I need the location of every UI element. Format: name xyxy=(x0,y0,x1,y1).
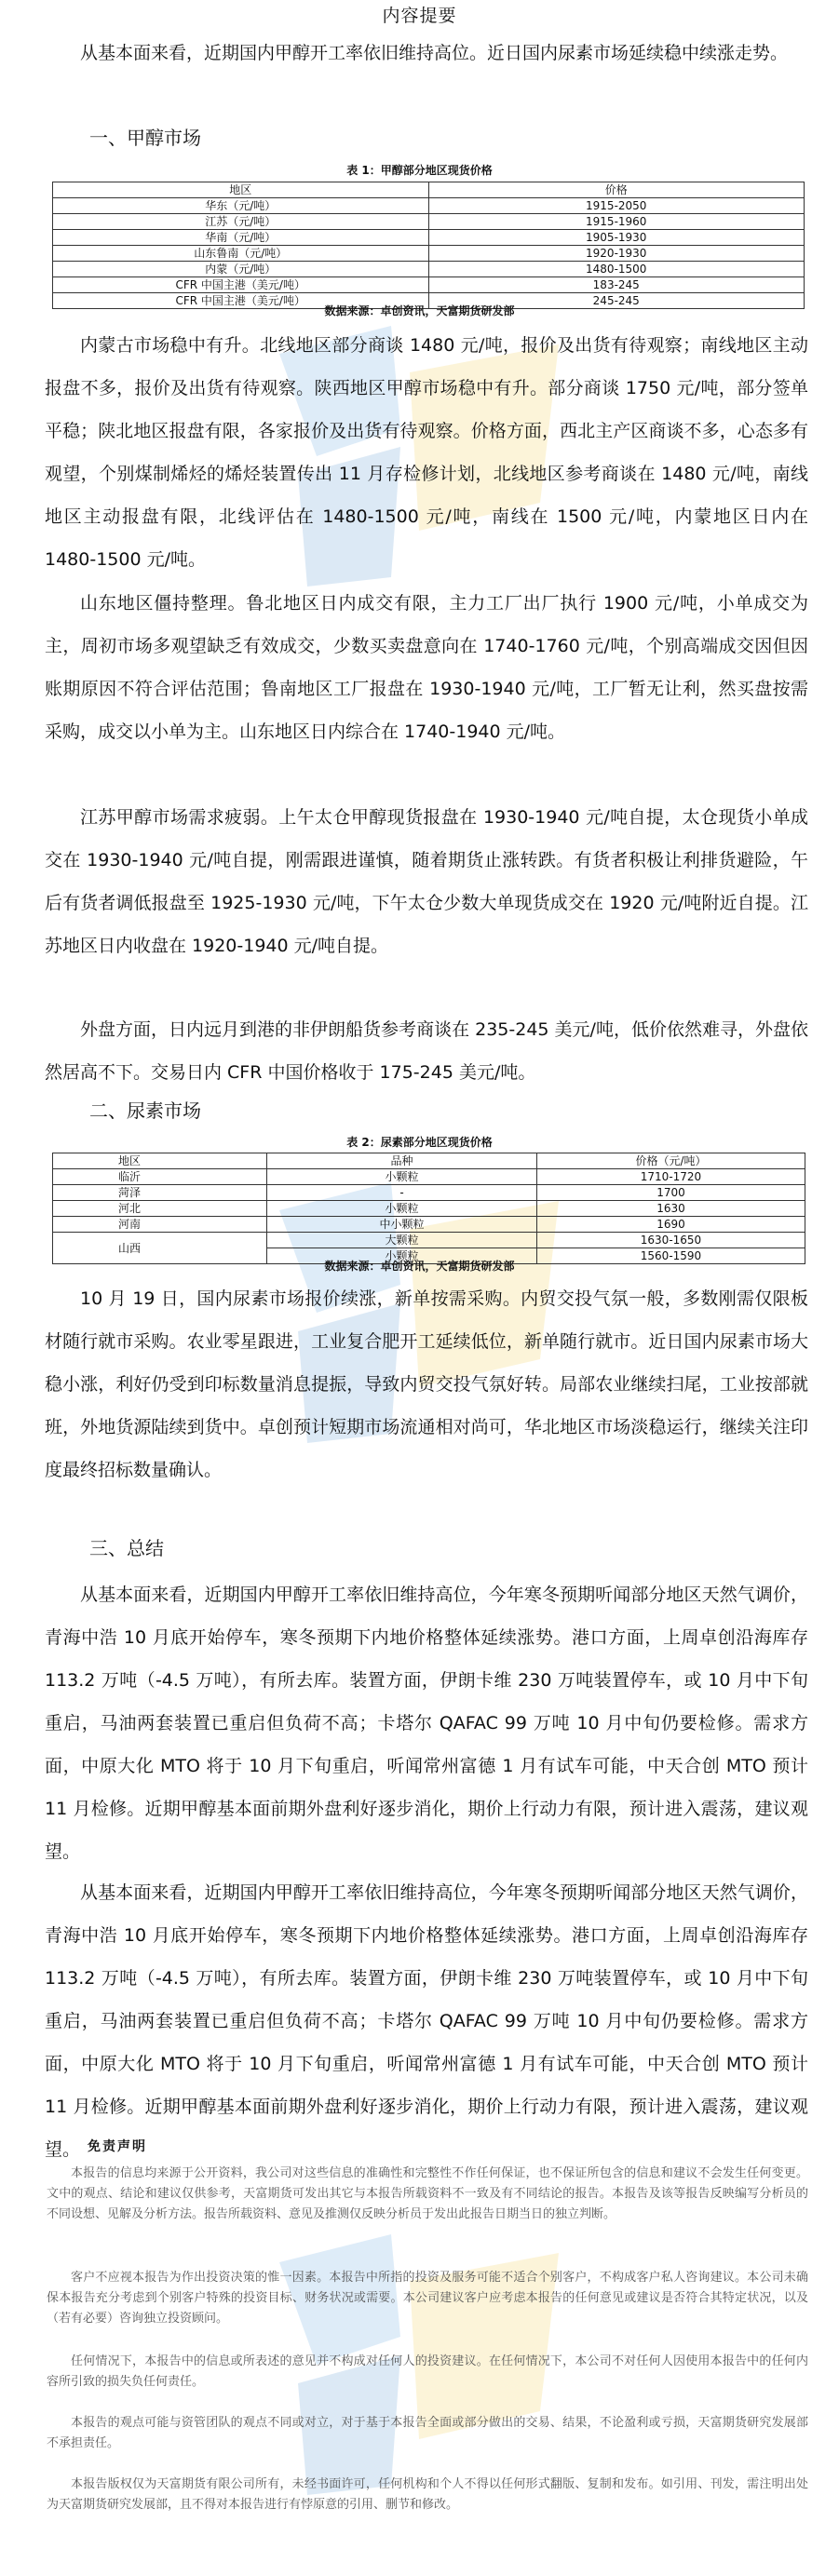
table-cell: 1700 xyxy=(537,1185,805,1201)
table-row xyxy=(53,198,805,214)
table-cell: 河北 xyxy=(53,1201,267,1217)
disclaimer-paragraph: 本报告的信息均来源于公开资料，我公司对这些信息的准确性和完整性不作任何保证，也不保证所包含的信息和建议不会发生任何变更。文中的观点、结论和建议仅供参考，天富期货可发出其它与本报告所载资料不一致及有不同结论的报告。本报告及该等报告反映编写分析员的不同设想、见解及分析方法。报告所载资料、意见及推测仅反映分析员于发出此报告日期当日的独立判断。 xyxy=(47,2166,808,2221)
methanol-paragraph-jiangsu: 江苏甲醇市场需求疲弱。上午太仓甲醇现货报盘在 1930-1940 元/吨自提，太仓现货小单成交在 1930-1940 元/吨自提，刚需跟进谨慎，随着期货止涨转跌。有货者积极让利排货避险，午后有货者调低报盘至 1925-1930 元/吨，下午太仓少数大单现货成交在 1920 元/吨附近自提。江苏地区日内收盘在 1920-1940 元/吨自提。 xyxy=(45,807,808,956)
summary-paragraph: 从基本面来看，近期国内甲醇开工率依旧维持高位。近日国内尿素市场延续稳中续涨走势。 xyxy=(80,43,789,63)
table-cell: 1920-1930 xyxy=(428,246,805,262)
table-row xyxy=(53,262,805,277)
table-cell: 245-245 xyxy=(428,293,805,309)
table-cell: 1630 xyxy=(537,1201,805,1217)
table-row xyxy=(53,230,805,246)
section-heading-summary: 三、总结 xyxy=(89,1537,164,1559)
table-header-row xyxy=(53,1153,805,1169)
table-cell: 小颗粒 xyxy=(267,1169,537,1185)
table-cell: 1905-1930 xyxy=(428,230,805,246)
table-cell: 内蒙（元/吨） xyxy=(53,262,429,277)
urea-paragraph: 10 月 19 日，国内尿素市场报价续涨，新单按需采购。内贸交投气氛一般，多数刚需仅限板材随行就市采购。农业零星跟进，工业复合肥开工延续低位，新单随行就市。近日国内尿素市场大稳小涨，利好仍受到印标数量消息提振，导致内贸交投气氛好转。局部农业继续扫尾，工业按部就班，外地货源陆续到货中。卓创预计短期市场流通相对尚可，华北地区市场淡稳运行，继续关注印度最终招标数量确认。 xyxy=(45,1288,808,1480)
table1-caption: 表 1：甲醇部分地区现货价格 xyxy=(346,164,493,177)
table-row xyxy=(53,1233,805,1248)
table-cell: CFR 中国主港（美元/吨） xyxy=(53,277,429,293)
table-cell: 临沂 xyxy=(53,1169,267,1185)
table-row xyxy=(53,214,805,230)
table-cell: 山东鲁南（元/吨） xyxy=(53,246,429,262)
methanol-price-table xyxy=(52,182,805,309)
table-cell: 1630-1650 xyxy=(537,1233,805,1248)
section-heading-urea: 二、尿素市场 xyxy=(89,1099,201,1122)
disclaimer-paragraph: 本报告的观点可能与资管团队的观点不同或对立，对于基于本报告全面或部分做出的交易、结果，不论盈利或亏损，天富期货研究发展部不承担责任。 xyxy=(47,2416,808,2450)
table-cell: 183-245 xyxy=(428,277,805,293)
table-cell: 1710-1720 xyxy=(537,1169,805,1185)
table-cell: 1690 xyxy=(537,1217,805,1233)
urea-price-table xyxy=(52,1153,805,1264)
table-header-cell: 地区 xyxy=(53,182,429,198)
table-cell: 华南（元/吨） xyxy=(53,230,429,246)
table-row xyxy=(53,277,805,293)
table-header-cell: 地区 xyxy=(53,1153,267,1169)
table-cell: 1915-2050 xyxy=(428,198,805,214)
table-cell: 1480-1500 xyxy=(428,262,805,277)
section-heading-methanol: 一、甲醇市场 xyxy=(89,127,201,149)
disclaimer-paragraph: 客户不应视本报告为作出投资决策的惟一因素。本报告中所指的投资及服务可能不适合个别客户，不构成客户私人咨询建议。本公司未确保本报告充分考虑到个别客户特殊的投资目标、财务状况或需要。本公司建议客户应考虑本报告的任何意见或建议是否符合其特定状况，以及（若有必要）咨询独立投资顾问。 xyxy=(47,2271,808,2326)
disclaimer-paragraph: 本报告版权仅为天富期货有限公司所有，未经书面许可，任何机构和个人不得以任何形式翻版、复制和发布。如引用、刊发，需注明出处为天富期货研究发展部，且不得对本报告进行有悖原意的引用、删节和修改。 xyxy=(47,2477,808,2512)
table-row xyxy=(53,1217,805,1233)
table-cell: 华东（元/吨） xyxy=(53,198,429,214)
table-header-row xyxy=(53,182,805,198)
summary-paragraph-1: 从基本面来看，近期国内甲醇开工率依旧维持高位，今年寒冬预期听闻部分地区天然气调价，青海中浩 10 月底开始停车，寒冬预期下内地价格整体延续涨势。港口方面，上周卓创沿海库存 113.2 万吨（-4.5 万吨），有所去库。装置方面，伊朗卡维 230 万吨装置停车，或 10 月中下旬重启，马油两套装置已重启但负荷不高；卡塔尔 QAFAC 99 万吨 10 月中旬仍要检修。需求方面，中原大化 MTO 将于 10 月下旬重启，听闻常州富德 1 月有试车可能，中天合创 MTO 预计 11 月检修。近期甲醇基本面前期外盘利好逐步消化，期价上行动力有限，预计进入震荡，建议观望。 xyxy=(45,1585,808,1862)
table-row xyxy=(53,246,805,262)
table-cell: 小颗粒 xyxy=(267,1248,537,1264)
summary-paragraph-2: 从基本面来看，近期国内甲醇开工率依旧维持高位，今年寒冬预期听闻部分地区天然气调价，青海中浩 10 月底开始停车，寒冬预期下内地价格整体延续涨势。港口方面，上周卓创沿海库存 113.2 万吨（-4.5 万吨），有所去库。装置方面，伊朗卡维 230 万吨装置停车，或 10 月中下旬重启，马油两套装置已重启但负荷不高；卡塔尔 QAFAC 99 万吨 10 月中旬仍要检修。需求方面，中原大化 MTO 将于 10 月下旬重启，听闻常州富德 1 月有试车可能，中天合创 MTO 预计 11 月检修。近期甲醇基本面前期外盘利好逐步消化，期价上行动力有限，预计进入震荡，建议观望。 xyxy=(45,1882,808,2160)
table1-source: 数据来源：卓创资讯，天富期货研发部 xyxy=(324,304,515,317)
table2-source: 数据来源：卓创资讯，天富期货研发部 xyxy=(324,1260,515,1273)
table-cell: 1915-1960 xyxy=(428,214,805,230)
methanol-paragraph-shandong: 山东地区僵持整理。鲁北地区日内成交有限，主力工厂出厂执行 1900 元/吨，小单成交为主，周初市场多观望缺乏有效成交，少数买卖盘意向在 1740-1760 元/吨，个别高端成交因但因账期原因不符合评估范围；鲁南地区工厂报盘在 1930-1940 元/吨，工厂暂无让利，然买盘按需采购，成交以小单为主。山东地区日内综合在 1740-1940 元/吨。 xyxy=(45,593,808,742)
disclaimer-paragraph: 任何情况下，本报告中的信息或所表述的意见并不构成对任何人的投资建议。在任何情况下，本公司不对任何人因使用本报告中的任何内容所引致的损失负任何责任。 xyxy=(47,2354,808,2389)
page-title: 内容提要 xyxy=(382,6,457,26)
table-cell: 菏泽 xyxy=(53,1185,267,1201)
table-cell: 1560-1590 xyxy=(537,1248,805,1264)
table-cell: - xyxy=(267,1185,537,1201)
table-cell: 小颗粒 xyxy=(267,1201,537,1217)
table-cell: 山西 xyxy=(53,1233,267,1264)
table-header-cell: 品种 xyxy=(267,1153,537,1169)
table-cell: 河南 xyxy=(53,1217,267,1233)
disclaimer-title: 免责声明 xyxy=(88,2139,147,2154)
table-cell: 中小颗粒 xyxy=(267,1217,537,1233)
table-cell: 江苏（元/吨） xyxy=(53,214,429,230)
table-row xyxy=(53,1201,805,1217)
methanol-paragraph-overseas: 外盘方面，日内远月到港的非伊朗船货参考商谈在 235-245 美元/吨，低价依然难寻，外盘依然居高不下。交易日内 CFR 中国价格收于 175-245 美元/吨。 xyxy=(45,1019,808,1083)
table-cell: 大颗粒 xyxy=(267,1233,537,1248)
table-row xyxy=(53,1185,805,1201)
table2-caption: 表 2：尿素部分地区现货价格 xyxy=(346,1136,493,1149)
table-row xyxy=(53,1169,805,1185)
table-cell: CFR 中国主港（美元/吨） xyxy=(53,293,429,309)
table-header-cell: 价格（元/吨） xyxy=(537,1153,805,1169)
methanol-paragraph-inner-mongolia: 内蒙古市场稳中有升。北线地区部分商谈 1480 元/吨，报价及出货有待观察；南线地区主动报盘不多，报价及出货有待观察。陕西地区甲醇市场稳中有升。部分商谈 1750 元/吨，部分签单平稳；陕北地区报盘有限，各家报价及出货有待观察。价格方面，西北主产区商谈不多，心态多有观望，个别煤制烯烃的烯烃装置传出 11 月存检修计划，北线地区参考商谈在 1480 元/吨，南线地区主动报盘有限，北线评估在 1480-1500 元/吨，南线在 1500 元/吨，内蒙地区日内在 1480-1500 元/吨。 xyxy=(45,335,808,570)
table-header-cell: 价格 xyxy=(428,182,805,198)
